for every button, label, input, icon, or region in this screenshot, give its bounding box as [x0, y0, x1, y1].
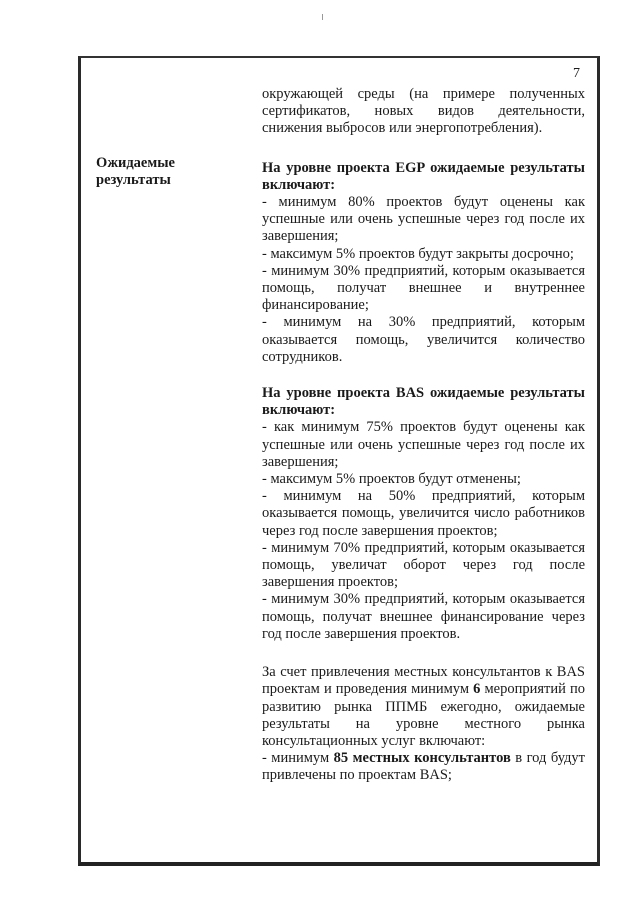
bas-heading: На уровне проекта BAS ожидаемые результаты включают:	[262, 385, 585, 419]
bas-item-5: - минимум 30% предприятий, которым оказывается помощь, получат внешнее финансирование через год после завершения проектов.	[262, 591, 585, 642]
egp-item-1: - минимум 80% проектов будут оценены как успешные или очень успешные через год после их завершения;	[262, 194, 585, 245]
consultants-text-end: мероприятий по развитию рынка ППМБ ежегодно, ожидаемые результаты на уровне местного рынка консультационных услуг включают:	[262, 681, 585, 749]
egp-item-4: - минимум на 30% предприятий, которым оказывается помощь, увеличится количество сотрудников.	[262, 314, 585, 365]
consultants-text-start: За счет привлечения местных консультантов к BAS проектам и проведения минимум	[262, 664, 585, 698]
scan-mark	[322, 14, 323, 20]
bas-item-4: - минимум 70% предприятий, которым оказывается помощь, увеличат оборот через год после завершения проектов;	[262, 539, 585, 591]
consultants-count: 85 местных консультантов	[333, 750, 511, 767]
consultants-paragraph	[262, 664, 585, 750]
consultants-item-prefix: - минимум	[262, 750, 334, 767]
egp-item-2: - максимум 5% проектов будут закрыты досрочно;	[262, 245, 574, 262]
consultants-item	[262, 750, 585, 784]
content-column	[262, 86, 585, 785]
consultants-item-suffix: в год будут привлечены по проектам BAS;	[262, 750, 585, 784]
intro-tail-paragraph: окружающей среды (на примере полученных сертификатов, новых видов деятельности, снижения выбросов или энергопотребления).	[262, 86, 585, 137]
bas-item-1: - как минимум 75% проектов будут оценены как успешные или очень успешные через год после их завершения;	[262, 419, 585, 470]
egp-item-3: - минимум 30% предприятий, которым оказывается помощь, получат внешнее и внутреннее финансирование;	[262, 262, 585, 314]
egp-heading: На уровне проекта EGP ожидаемые результаты включают:	[262, 159, 585, 193]
expected-results-label: Ожидаемые результаты	[96, 155, 175, 188]
bas-item-3: - минимум на 50% предприятий, которым оказывается помощь, увеличится число работников через год после завершения проектов;	[262, 488, 585, 539]
events-count: 6	[473, 681, 481, 698]
bas-item-2: - максимум 5% проектов будут отменены;	[262, 471, 521, 488]
page-number: 7	[573, 66, 580, 81]
